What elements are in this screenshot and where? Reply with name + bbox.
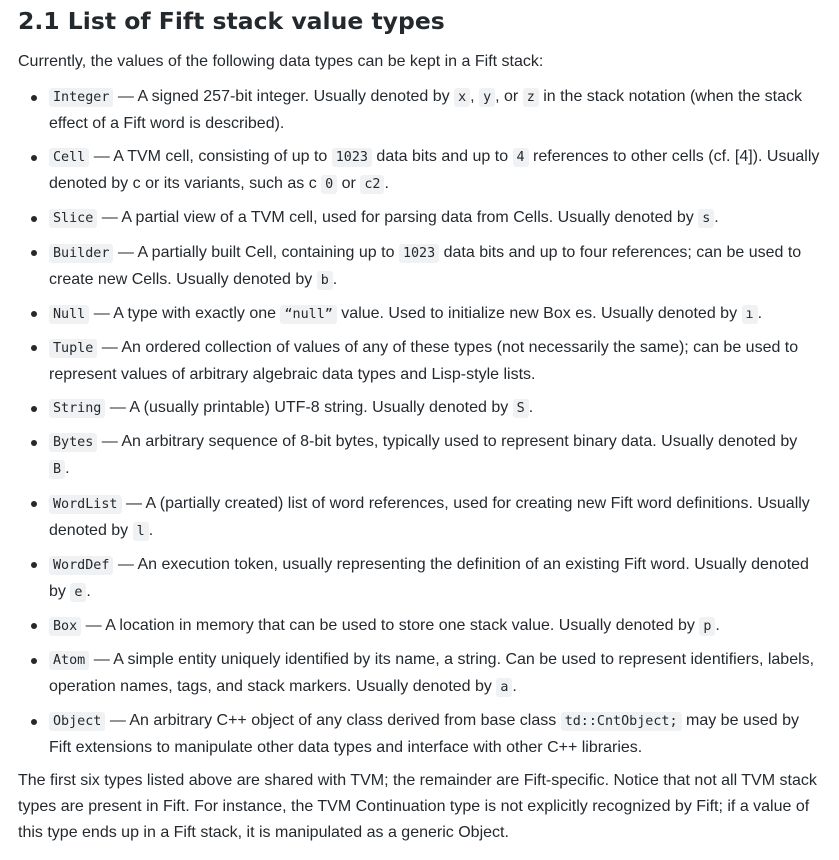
item-text: . (528, 399, 534, 417)
item-text: — A partially built Cell, containing up to (113, 243, 399, 261)
item-text: . (86, 582, 91, 600)
item-text: — An execution token, usually representing the definition of an existing Fift word. Usually denoted by (49, 555, 809, 600)
list-item (18, 84, 821, 137)
type-name-code: WordList (49, 495, 122, 514)
item-text: . (757, 304, 763, 322)
inline-code: “null” (280, 305, 336, 324)
item-text: — A partial view of a TVM cell, used for parsing data from Cells. Usually denoted by (97, 209, 699, 227)
inline-code: s (698, 209, 714, 228)
list-item (18, 613, 821, 640)
list-item (18, 335, 821, 388)
item-text: may be used by Fift extensions to manipulate other data types and interface with other C++ libraries. (49, 712, 799, 757)
type-name-code: Tuple (49, 339, 97, 358)
list-item (18, 491, 821, 545)
item-text: — An arbitrary C++ object of any class derived from base class (105, 712, 561, 730)
type-name-code: String (49, 399, 105, 418)
item-text: — A type with exactly one (89, 304, 281, 322)
item-text: . (65, 460, 70, 478)
inline-code: e (70, 583, 86, 602)
item-text: — A (partially created) list of word references, used for creating new Fift word definitions. Usually denoted by (49, 494, 810, 539)
type-name-code: Object (49, 712, 105, 731)
inline-code: td::CntObject; (561, 712, 682, 731)
inline-code: 4 (513, 148, 529, 167)
inline-code: p (699, 617, 715, 636)
inline-code: b (317, 271, 333, 290)
item-text: data bits and up to (371, 148, 513, 166)
list-item (18, 647, 821, 701)
list-item (18, 144, 821, 198)
inline-code: c2 (360, 175, 384, 194)
type-name-code: WordDef (49, 556, 113, 575)
inline-code: 0 (321, 175, 337, 194)
item-text: data bits and up to four references; can be used to create new Cells. Usually denoted by (49, 243, 802, 288)
list-item (18, 240, 821, 294)
list-item (18, 429, 821, 483)
inline-code: x (454, 88, 470, 107)
inline-code: l (133, 522, 149, 541)
item-text: . (148, 521, 154, 539)
type-name-code: Null (49, 305, 89, 324)
type-name-code: Bytes (49, 433, 97, 452)
item-text: . (714, 209, 719, 227)
item-text: — A TVM cell, consisting of up to (89, 148, 332, 166)
inline-code: y (479, 88, 495, 107)
item-text: or (337, 175, 361, 193)
item-text: in the stack notation (when the stack effect of a Fift word is described). (49, 88, 803, 132)
item-text: . (715, 616, 720, 634)
list-item (18, 205, 821, 232)
item-text: — An ordered collection of values of any of these types (not necessarily the same); can be used to represent values of arbitrary algebraic data types and Lisp-style lists. (49, 338, 799, 383)
intro-paragraph: Currently, the values of the following data types can be kept in a Fift stack: (18, 53, 544, 70)
item-text: , (470, 88, 480, 105)
inline-code: z (523, 88, 539, 107)
item-text: value. Used to initialize new Box es. Usually denoted by (336, 304, 742, 322)
type-name-code: Integer (49, 88, 113, 107)
item-text: references to other cells (cf. [4]). Usually denoted by c or its variants, such as c (49, 148, 820, 193)
item-text: — A signed 257-bit integer. Usually denoted by (113, 88, 455, 105)
item-text: . (512, 678, 517, 696)
list-item (18, 552, 821, 606)
section-heading: 2.1 List of Fift stack value types (18, 7, 445, 35)
type-name-code: Slice (49, 209, 97, 228)
list-item (18, 395, 821, 422)
item-text: , or (495, 88, 523, 105)
inline-code: S (513, 399, 529, 418)
list-item (18, 301, 821, 328)
item-text: — A (usually printable) UTF-8 string. Usually denoted by (105, 399, 513, 417)
list-item (18, 708, 821, 761)
item-text: . (384, 175, 389, 193)
type-name-code: Builder (49, 244, 113, 263)
type-name-code: Cell (49, 148, 89, 167)
item-text: — A location in memory that can be used to store one stack value. Usually denoted by (81, 616, 700, 634)
type-name-code: Atom (49, 651, 89, 670)
inline-code: a (496, 678, 512, 697)
item-text: — A simple entity uniquely identified by its name, a string. Can be used to represent identifiers, labels, operation names, tags, and stack markers. Usually denoted by (49, 651, 815, 696)
inline-code: 1023 (399, 244, 439, 263)
type-name-code: Box (49, 617, 81, 636)
inline-code: B (49, 460, 65, 479)
item-text: — An arbitrary sequence of 8-bit bytes, typically used to represent binary data. Usually denoted by (97, 433, 798, 451)
inline-code: ı (742, 305, 758, 324)
closing-paragraph: The first six types listed above are shared with TVM; the remainder are Fift-specific. Notice that not all TVM stack types are present in Fift. For instance, the TVM Continuation type is not explicitly recognized by Fift; if a value of this type ends up in a Fift stack, it is manipulated as a generic Object. (18, 772, 817, 842)
stack-type-list (18, 84, 821, 761)
item-text: . (332, 270, 338, 288)
inline-code: 1023 (332, 148, 372, 167)
